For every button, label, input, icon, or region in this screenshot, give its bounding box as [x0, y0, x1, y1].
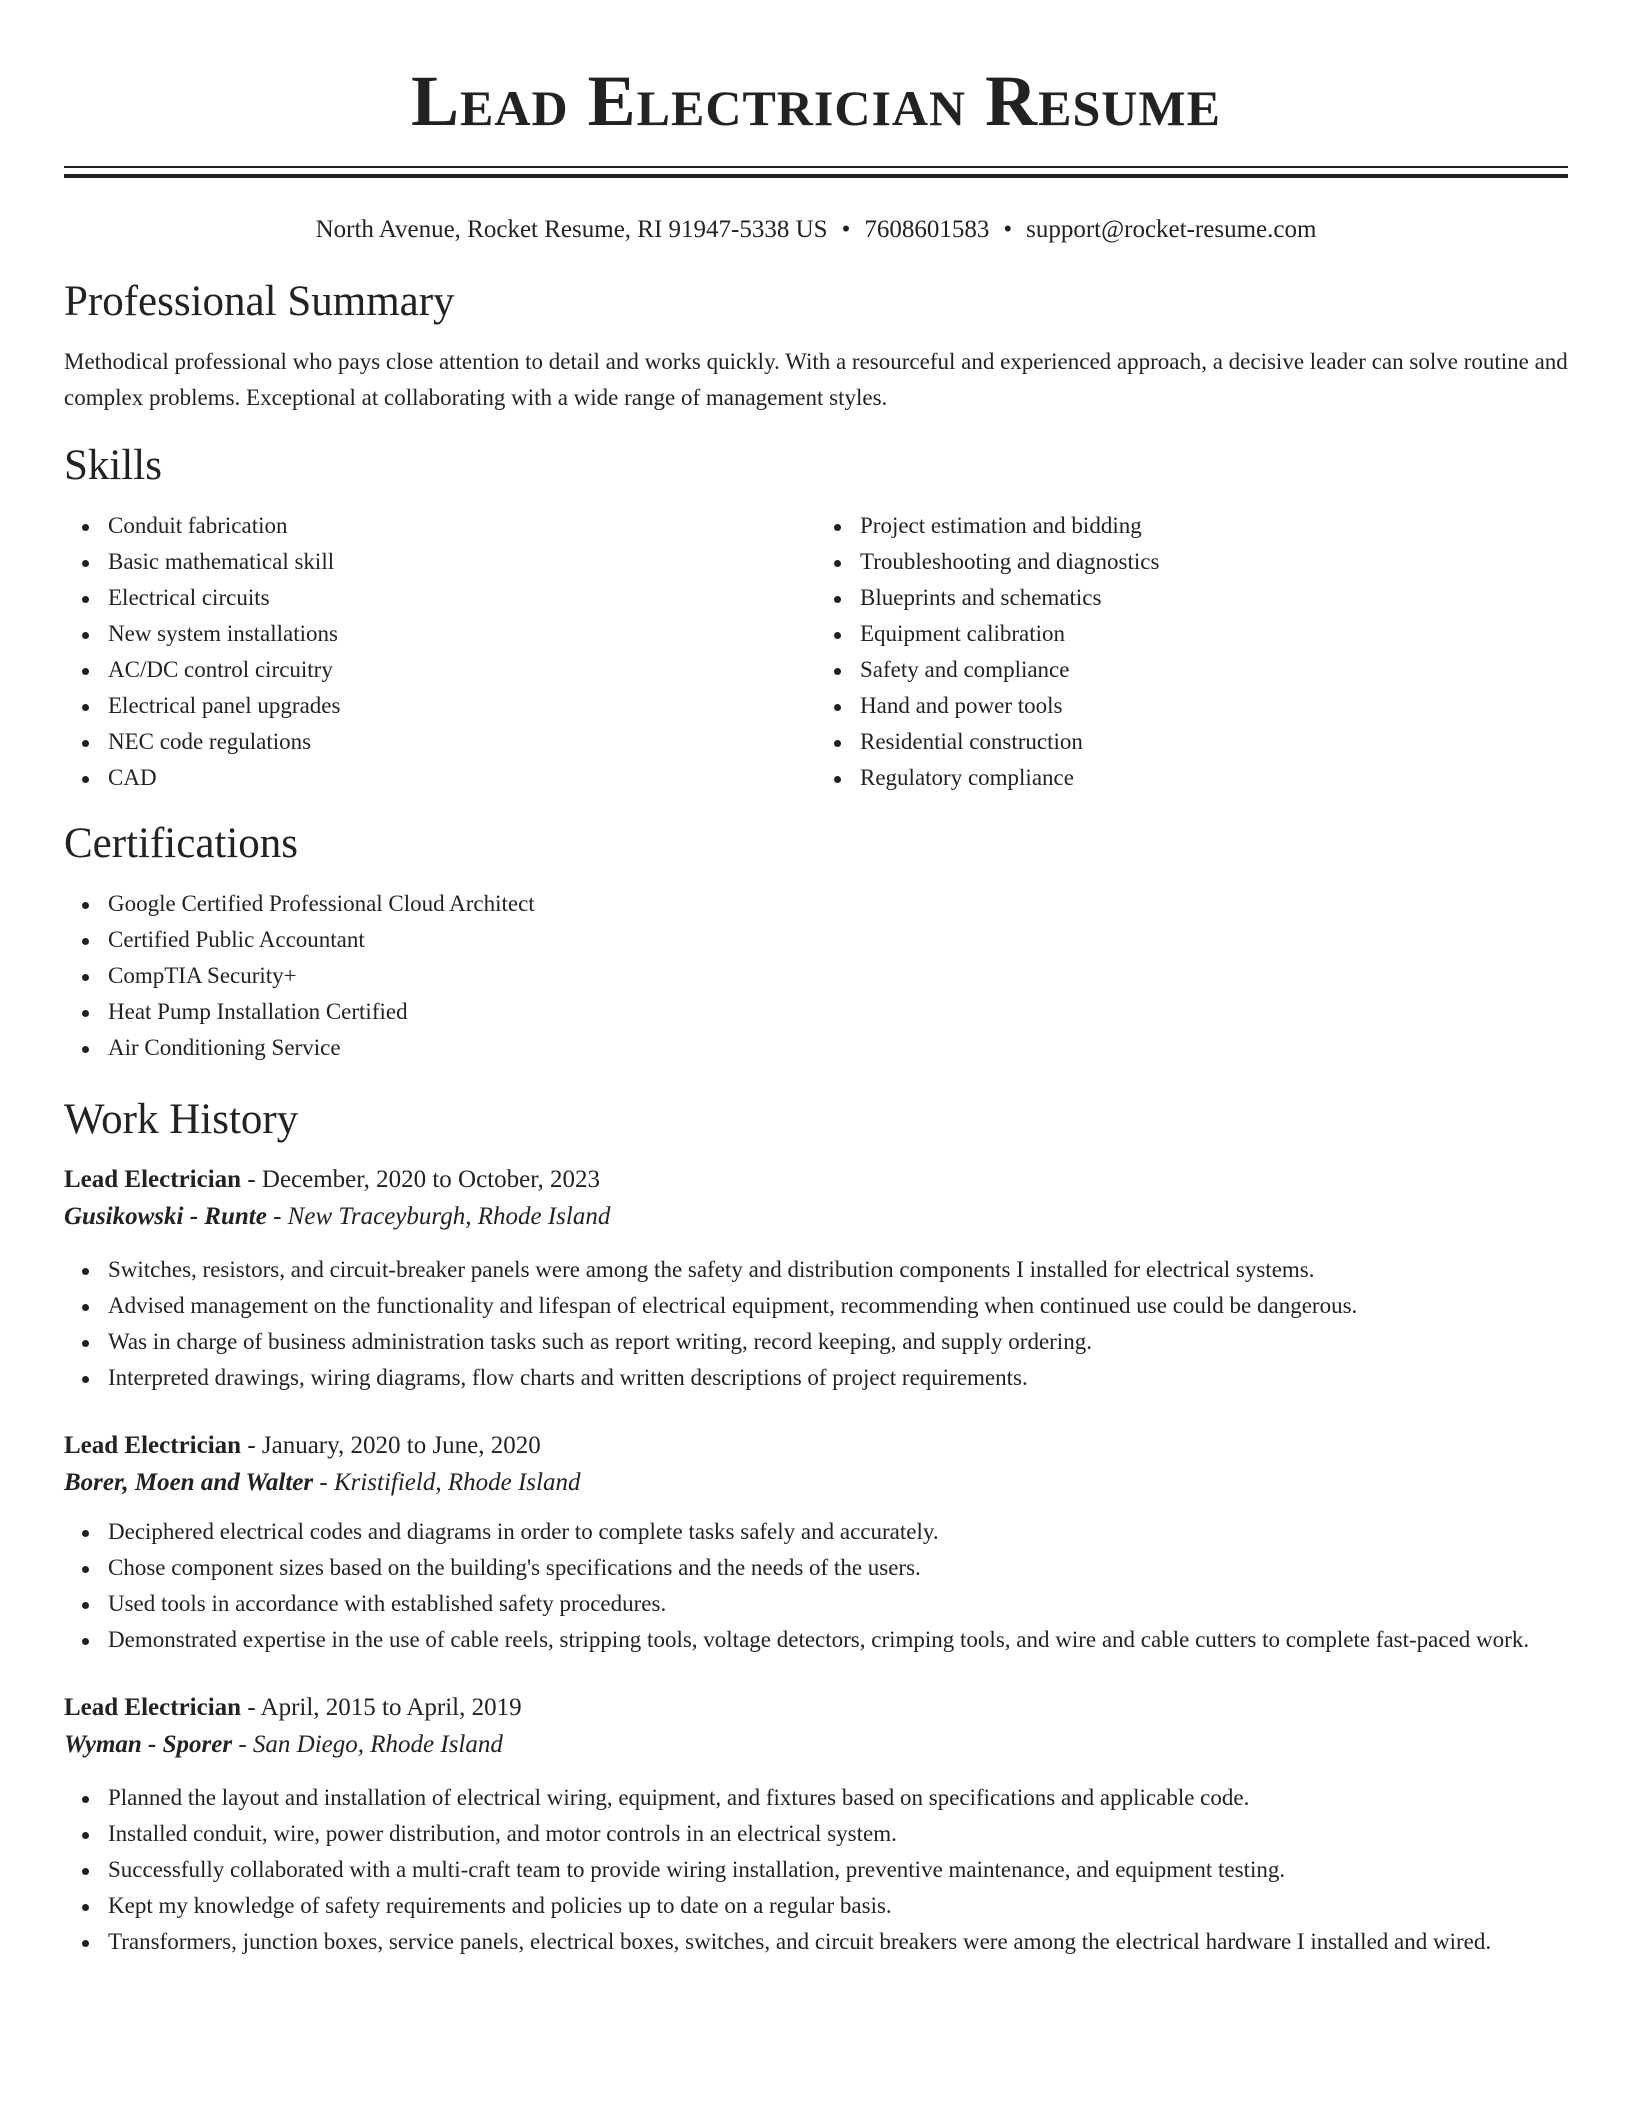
job-location: - San Diego, Rhode Island: [232, 1731, 503, 1758]
work-history-heading: Work History: [64, 1096, 299, 1143]
list-item: New system installations: [64, 616, 816, 652]
certifications-heading: Certifications: [64, 820, 299, 867]
list-item: NEC code regulations: [64, 724, 816, 760]
job-company: Borer, Moen and Walter: [64, 1469, 314, 1496]
job-entry: [64, 1690, 1568, 1960]
job-employer: [64, 1464, 1568, 1502]
certifications-list: [64, 886, 1568, 1066]
list-item: Blueprints and schematics: [816, 580, 1568, 616]
job-location: - Kristifield, Rhode Island: [313, 1469, 581, 1496]
skills-grid: [64, 508, 1568, 796]
list-item: Basic mathematical skill: [64, 544, 816, 580]
list-item: CAD: [64, 760, 816, 796]
skills-list-right: [816, 508, 1568, 796]
skills-column-left: [64, 508, 816, 796]
contact-email: support@rocket-resume.com: [1026, 216, 1317, 243]
job-header: [64, 1690, 1568, 1726]
job-location: - New Traceyburgh, Rhode Island: [266, 1203, 611, 1230]
job-title: Lead Electrician: [64, 1166, 242, 1193]
summary-heading: Professional Summary: [64, 278, 455, 325]
list-item: Successfully collaborated with a multi-craft team to provide wiring installation, preventive maintenance, and equipment testing.: [64, 1852, 1568, 1888]
list-item: Equipment calibration: [816, 616, 1568, 652]
job-dates: - December, 2020 to October, 2023: [241, 1166, 601, 1193]
list-item: Residential construction: [816, 724, 1568, 760]
resume-title: Lead Electrician Resume: [411, 61, 1221, 141]
list-item: Deciphered electrical codes and diagrams in order to complete tasks safely and accurately.: [64, 1514, 1568, 1550]
list-item: Transformers, junction boxes, service panels, electrical boxes, switches, and circuit breakers were among the electrical hardware I installed and wired.: [64, 1924, 1568, 1960]
job-title: Lead Electrician: [64, 1432, 242, 1459]
job-employer: [64, 1726, 1568, 1764]
list-item: Demonstrated expertise in the use of cable reels, stripping tools, voltage detectors, crimping tools, and wire and cable cutters to complete fast-paced work.: [64, 1622, 1568, 1658]
job-employer: [64, 1198, 1568, 1236]
list-item: Conduit fabrication: [64, 508, 816, 544]
list-item: AC/DC control circuitry: [64, 652, 816, 688]
list-item: Interpreted drawings, wiring diagrams, flow charts and written descriptions of project requirements.: [64, 1360, 1568, 1396]
list-item: Kept my knowledge of safety requirements and policies up to date on a regular basis.: [64, 1888, 1568, 1924]
contact-phone: 7608601583: [864, 216, 990, 243]
list-item: Electrical circuits: [64, 580, 816, 616]
list-item: Used tools in accordance with established safety procedures.: [64, 1586, 1568, 1622]
list-item: Heat Pump Installation Certified: [64, 994, 1568, 1030]
list-item: Advised management on the functionality and lifespan of electrical equipment, recommending when continued use could be dangerous.: [64, 1288, 1568, 1324]
job-header: [64, 1162, 1568, 1198]
list-item: Was in charge of business administration tasks such as report writing, record keeping, and supply ordering.: [64, 1324, 1568, 1360]
summary-text: Methodical professional who pays close attention to detail and works quickly. With a resourceful and experienced approach, a decisive leader can solve routine and complex problems. Exceptional at collaborating with a wide range of management styles.: [64, 349, 1568, 410]
contact-address: North Avenue, Rocket Resume, RI 91947-5338 US: [315, 216, 828, 243]
job-duties-list: [64, 1252, 1568, 1396]
list-item: Chose component sizes based on the building's specifications and the needs of the users.: [64, 1550, 1568, 1586]
job-entry: [64, 1162, 1568, 1396]
job-dates: - January, 2020 to June, 2020: [241, 1432, 541, 1459]
list-item: Troubleshooting and diagnostics: [816, 544, 1568, 580]
title-divider: [64, 166, 1568, 178]
job-dates: - April, 2015 to April, 2019: [241, 1694, 522, 1721]
contact-separator: •: [1003, 216, 1013, 243]
contact-line: [64, 214, 1568, 246]
contact-separator: •: [841, 216, 851, 243]
job-title: Lead Electrician: [64, 1694, 242, 1721]
list-item: Project estimation and bidding: [816, 508, 1568, 544]
job-company: Gusikowski - Runte: [64, 1203, 267, 1230]
list-item: Safety and compliance: [816, 652, 1568, 688]
skills-column-right: [816, 508, 1568, 796]
list-item: Switches, resistors, and circuit-breaker panels were among the safety and distribution components I installed for electrical systems.: [64, 1252, 1568, 1288]
list-item: Regulatory compliance: [816, 760, 1568, 796]
job-duties-list: [64, 1780, 1568, 1960]
list-item: Electrical panel upgrades: [64, 688, 816, 724]
list-item: Hand and power tools: [816, 688, 1568, 724]
job-header: [64, 1428, 1568, 1464]
job-duties-list: [64, 1514, 1568, 1658]
list-item: Google Certified Professional Cloud Architect: [64, 886, 1568, 922]
skills-list-left: [64, 508, 816, 796]
list-item: CompTIA Security+: [64, 958, 1568, 994]
job-entry: [64, 1428, 1568, 1658]
job-company: Wyman - Sporer: [64, 1731, 233, 1758]
skills-heading: Skills: [64, 442, 162, 489]
list-item: Planned the layout and installation of electrical wiring, equipment, and fixtures based on specifications and applicable code.: [64, 1780, 1568, 1816]
list-item: Installed conduit, wire, power distribution, and motor controls in an electrical system.: [64, 1816, 1568, 1852]
list-item: Air Conditioning Service: [64, 1030, 1568, 1066]
list-item: Certified Public Accountant: [64, 922, 1568, 958]
